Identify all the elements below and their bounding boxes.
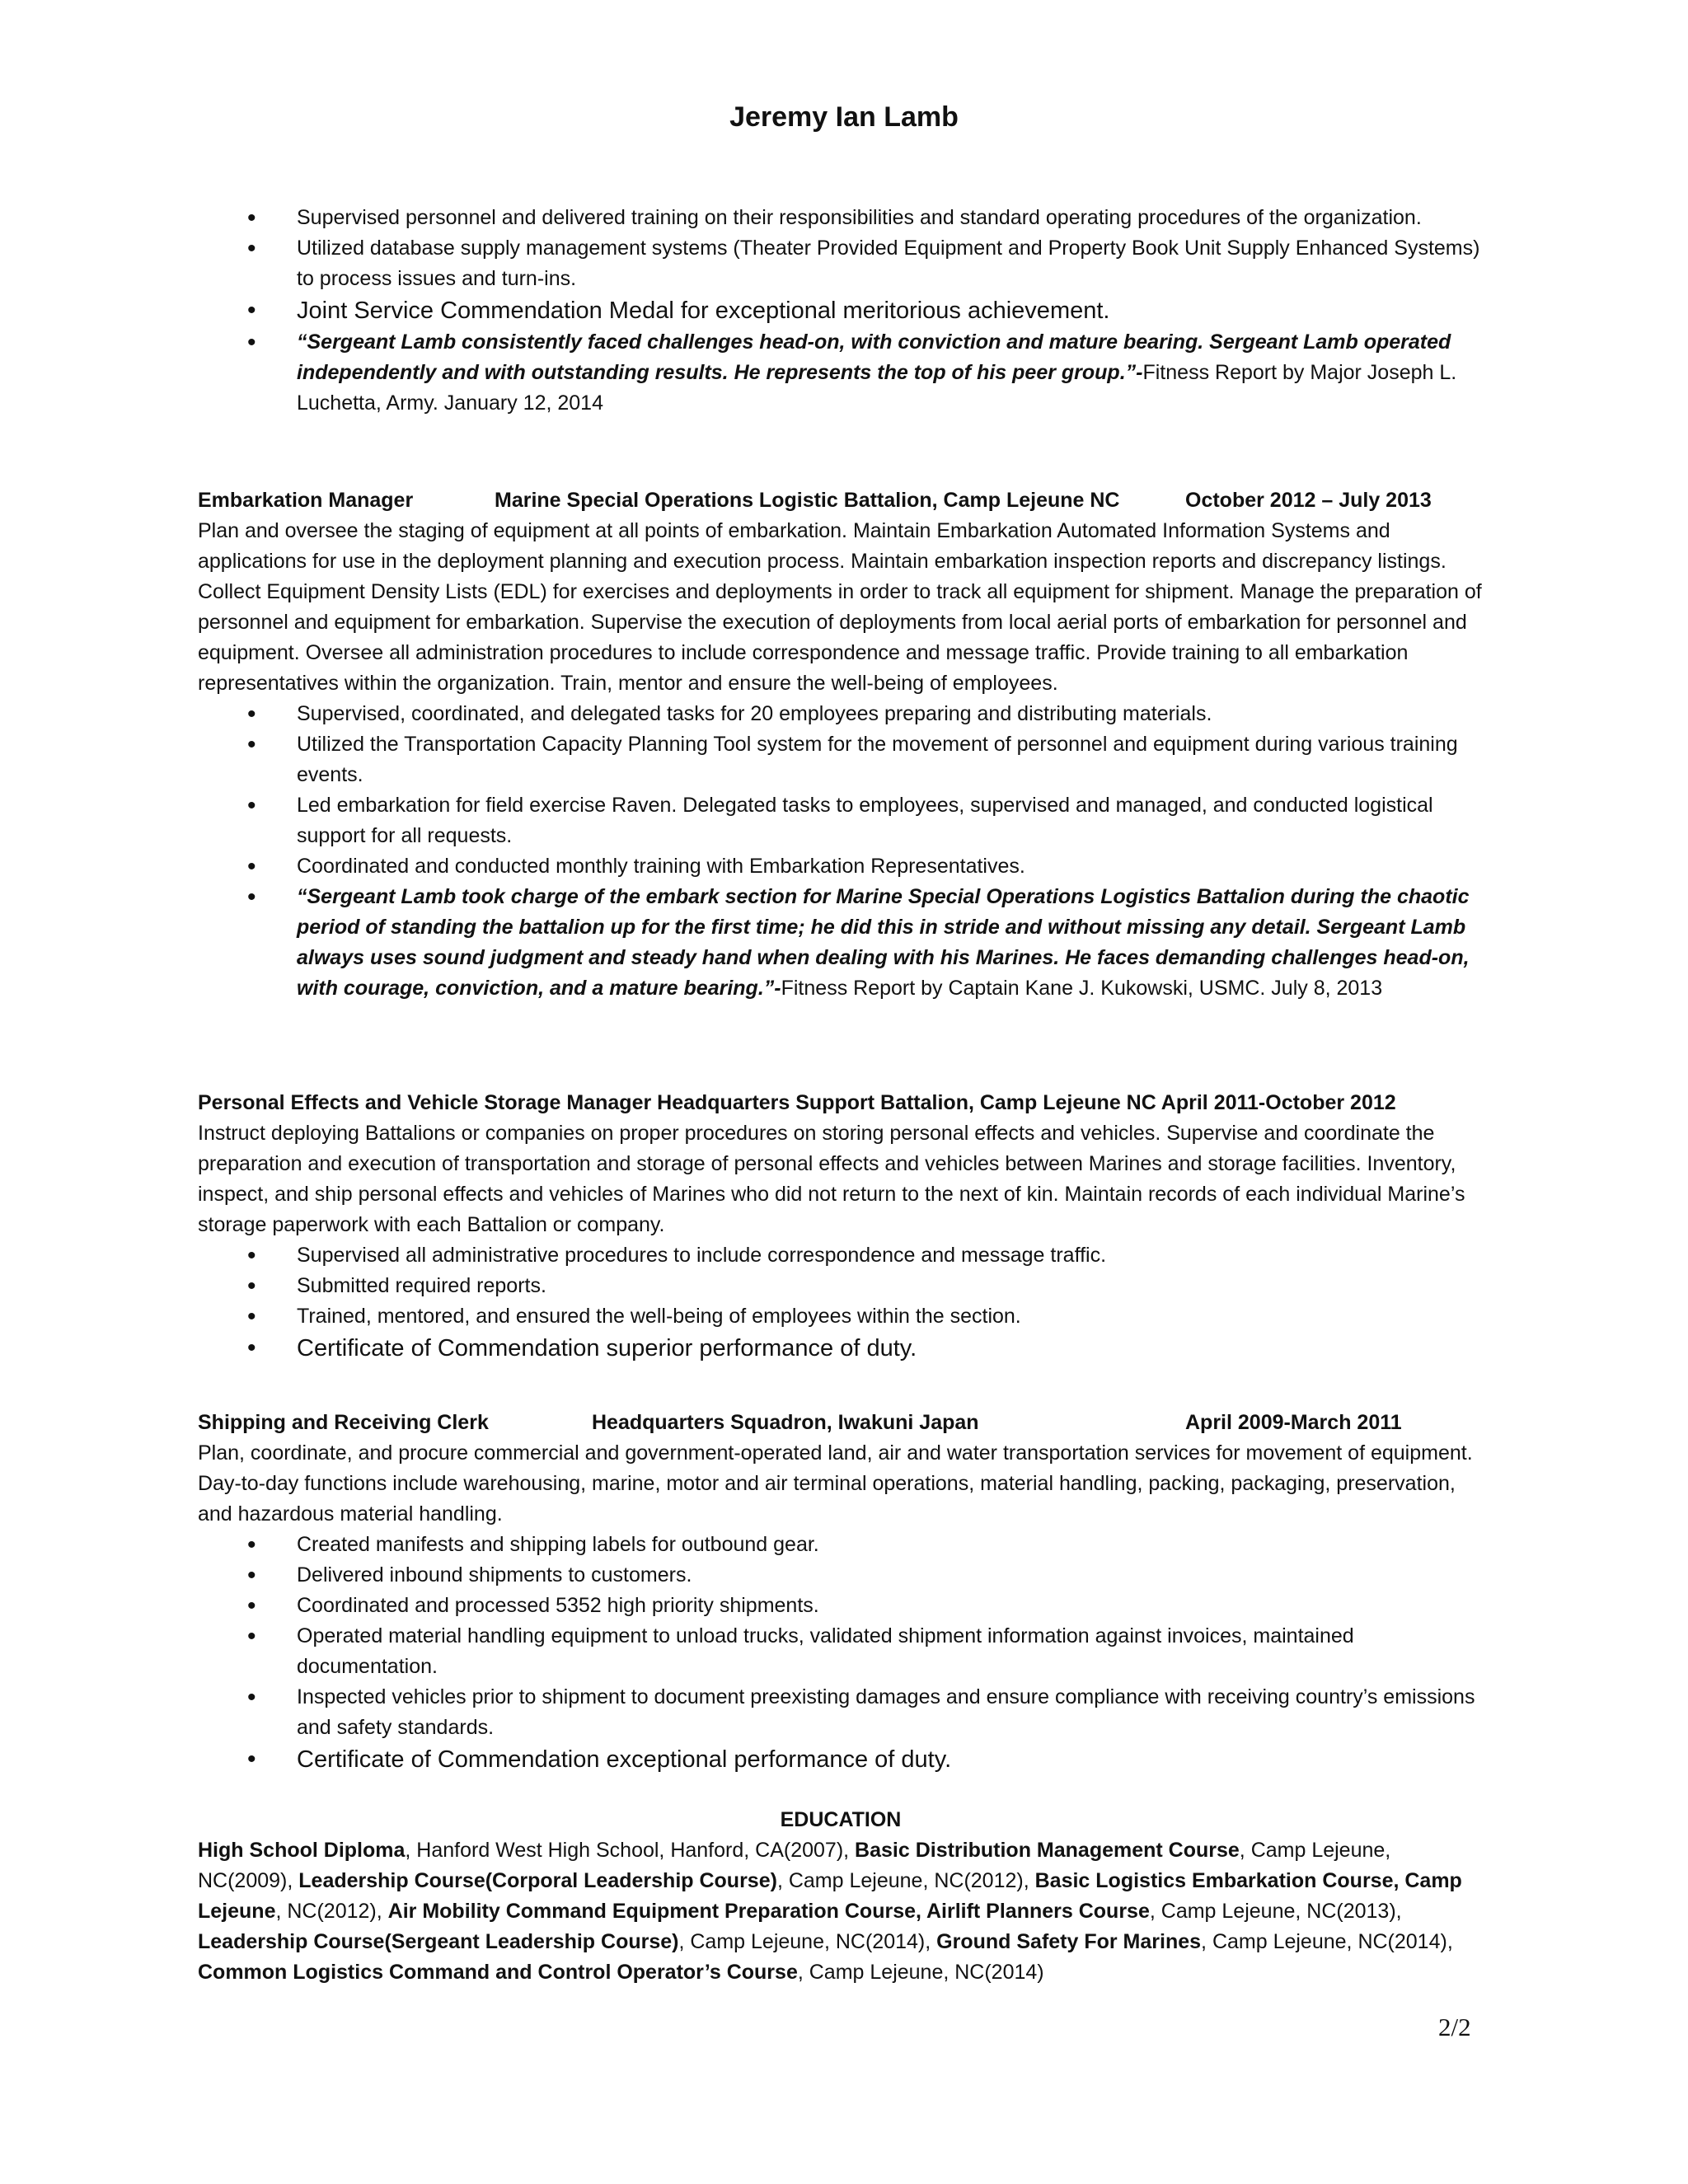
quote-list-item — [198, 327, 1484, 419]
fitness-report-quote: “Sergeant Lamb consistently faced challenges head-on, with conviction and mature bearing. Sergeant Lamb operated independently and with outstanding results. He represents the top of his peer group.”- — [297, 330, 1451, 384]
list-item: • Utilized the Transportation Capacity Planning Tool system for the movement of personnel and equipment during various training events. — [198, 729, 1484, 790]
list-item: • Joint Service Commendation Medal for exceptional meritorious achievement. — [198, 294, 1484, 327]
list-item: • Trained, mentored, and ensured the well-being of employees within the section. — [198, 1301, 1484, 1332]
list-item: • Coordinated and conducted monthly training with Embarkation Representatives. — [198, 851, 1484, 882]
course-detail: , Camp Lejeune, NC(2014), — [1201, 1930, 1453, 1953]
course-detail: , Camp Lejeune, NC(2014), — [678, 1930, 937, 1953]
list-item: • Certificate of Commendation superior performance of duty. — [198, 1332, 1484, 1365]
course-name: Basic Logistics Embarkation Course, Camp Lejeune — [198, 1869, 1462, 1923]
job-dates: April 2009-March 2011 — [1185, 1411, 1402, 1434]
course-detail: , NC(2012), — [275, 1900, 388, 1923]
job-embarkation-manager — [198, 485, 1484, 1004]
course-name: High School Diploma — [198, 1839, 406, 1862]
job-description: Plan, coordinate, and procure commercial and government-operated land, air and water transportation services for movement of equipment. Day-to-day functions include warehousing, marine, motor and air terminal operations, material handling, packing, packaging, preservation, and hazardous material handling. — [198, 1441, 1473, 1526]
course-name: Air Mobility Command Equipment Preparation Course, Airlift Planners Course — [387, 1900, 1150, 1923]
list-item: • Delivered inbound shipments to customers. — [198, 1560, 1484, 1591]
fitness-report-attribution: Fitness Report by Major Joseph L. Luchetta, Army. January 12, 2014 — [297, 361, 1457, 415]
education-heading: EDUCATION — [780, 1808, 902, 1831]
job-personal-effects-manager — [198, 1088, 1484, 1365]
course-detail: , Camp Lejeune, NC(2012), — [776, 1869, 1035, 1892]
job-dates: October 2012 – July 2013 — [1185, 489, 1432, 512]
course-detail: , Camp Lejeune, NC(2014) — [797, 1961, 1044, 1984]
education-list — [198, 1835, 1484, 1988]
education-section — [198, 1805, 1484, 1988]
course-detail: , Camp Lejeune, NC(2009), — [198, 1839, 1391, 1892]
previous-role-bullets — [198, 203, 1484, 419]
list-item: • Submitted required reports. — [198, 1271, 1484, 1301]
job-heading: Personal Effects and Vehicle Storage Manager Headquarters Support Battalion, Camp Lejeune NC April 2011-October 2012 — [198, 1091, 1396, 1114]
job-description: Instruct deploying Battalions or companies on proper procedures on storing personal effects and vehicles. Supervise and coordinate the preparation and execution of transportation and storage of personal effects and vehicles between Marines and storage facilities. Inventory, inspect, and ship personal effects and vehicles of Marines who did not return to the next of kin. Maintain records of each individual Marine’s storage paperwork with each Battalion or company. — [198, 1122, 1465, 1236]
list-item: • Supervised personnel and delivered training on their responsibilities and standard operating procedures of the organization. — [198, 203, 1484, 233]
fitness-report-attribution: Fitness Report by Captain Kane J. Kukowski, USMC. July 8, 2013 — [781, 977, 1383, 1000]
job-heading — [198, 1408, 1484, 1438]
list-item: • Supervised all administrative procedures to include correspondence and message traffic. — [198, 1240, 1484, 1271]
list-item: • Led embarkation for field exercise Raven. Delegated tasks to employees, supervised and managed, and conducted logistical support for all requests. — [198, 790, 1484, 851]
job-heading — [198, 485, 1484, 516]
course-name: Basic Distribution Management Course — [855, 1839, 1240, 1862]
quote-list-item — [198, 882, 1484, 1004]
list-item: • Created manifests and shipping labels for outbound gear. — [198, 1530, 1484, 1560]
list-item: • Coordinated and processed 5352 high priority shipments. — [198, 1591, 1484, 1621]
course-detail: , Hanford West High School, Hanford, CA(2007), — [405, 1839, 856, 1862]
job-organization: Headquarters Squadron, Iwakuni Japan — [592, 1411, 979, 1434]
course-name: Leadership Course(Sergeant Leadership Course) — [198, 1930, 679, 1953]
list-item: • Supervised, coordinated, and delegated tasks for 20 employees preparing and distributing materials. — [198, 699, 1484, 729]
list-item: • Certificate of Commendation exceptional performance of duty. — [198, 1743, 1484, 1776]
list-item: • Inspected vehicles prior to shipment to document preexisting damages and ensure compliance with receiving country’s emissions and safety standards. — [198, 1682, 1484, 1743]
list-item: • Utilized database supply management systems (Theater Provided Equipment and Property Book Unit Supply Enhanced Systems) to process issues and turn-ins. — [198, 233, 1484, 294]
course-detail: , Camp Lejeune, NC(2013), — [1149, 1900, 1402, 1923]
resume-name: Jeremy Ian Lamb — [729, 101, 959, 133]
list-item: • Operated material handling equipment to unload trucks, validated shipment information against invoices, maintained documentation. — [198, 1621, 1484, 1682]
job-shipping-receiving-clerk — [198, 1408, 1484, 1776]
course-name: Leadership Course(Corporal Leadership Course) — [298, 1869, 777, 1892]
fitness-report-quote: “Sergeant Lamb took charge of the embark section for Marine Special Operations Logistics Battalion during the chaotic period of standing the battalion up for the first time; he did this in stride and without missing any detail. Sergeant Lamb always uses sound judgment and steady hand when dealing with his Marines. He faces demanding challenges head-on, with courage, conviction, and a mature bearing.”- — [297, 885, 1470, 1000]
course-name: Common Logistics Command and Control Operator’s Course — [198, 1961, 798, 1984]
job-title: Embarkation Manager — [198, 489, 414, 512]
course-name: Ground Safety For Marines — [936, 1930, 1202, 1953]
job-title: Shipping and Receiving Clerk — [198, 1411, 489, 1434]
page-number: 2/2 — [1438, 2013, 1471, 2041]
job-organization: Marine Special Operations Logistic Battalion, Camp Lejeune NC — [495, 489, 1120, 512]
job-description: Plan and oversee the staging of equipment at all points of embarkation. Maintain Embarkation Automated Information Systems and applications for use in the deployment planning and execution process. Maintain embarkation inspection reports and discrepancy listings. Collect Equipment Density Lists (EDL) for exercises and deployments in order to track all equipment for shipment. Manage the preparation of personnel and equipment for embarkation. Supervise the execution of deployments from local aerial ports of embarkation for personnel and equipment. Oversee all administration procedures to include correspondence and message traffic. Provide training to all embarkation representatives within the organization. Train, mentor and ensure the well-being of employees. — [198, 519, 1482, 695]
